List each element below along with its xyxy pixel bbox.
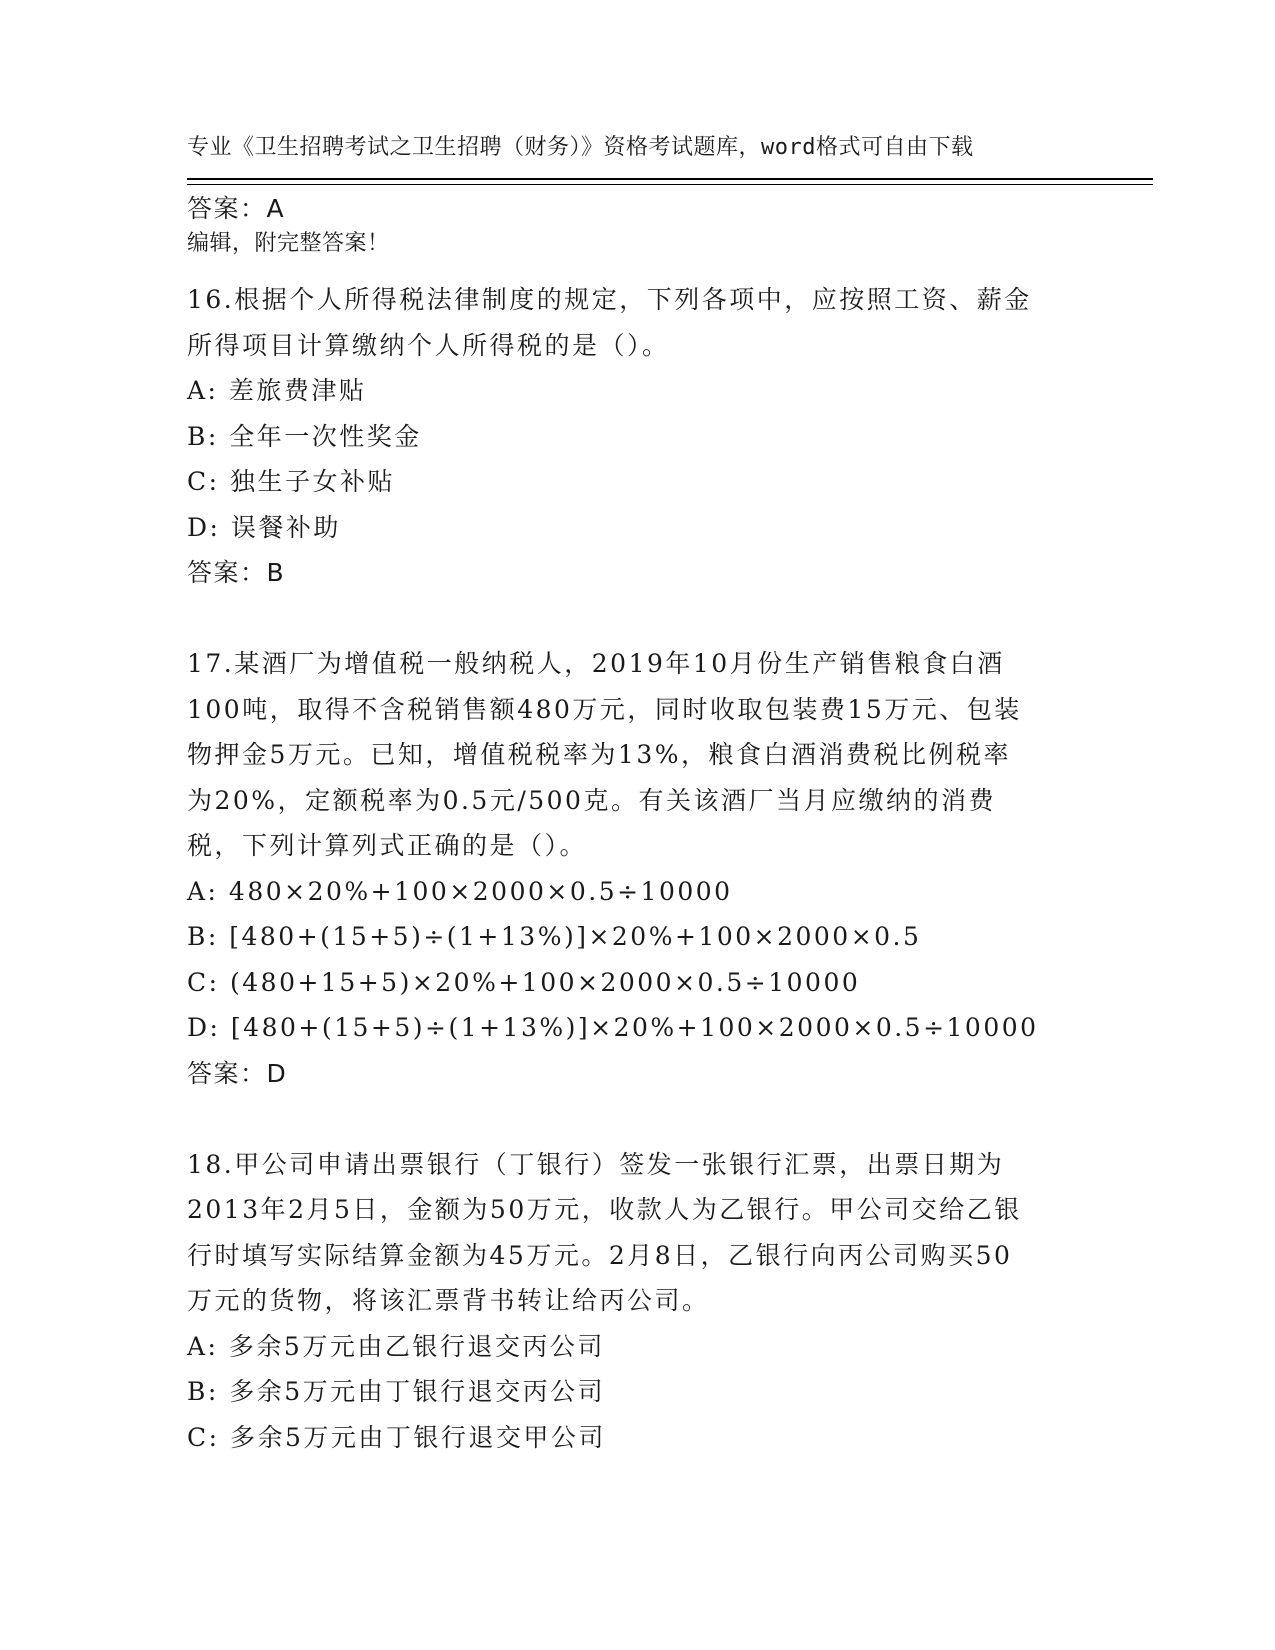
question-stem-line: 物押金5万元。已知，增值税税率为13%，粮食白酒消费税比例税率 bbox=[187, 740, 1011, 769]
option-c: C: (480+15+5)×20%+100×2000×0.5÷10000 bbox=[187, 967, 861, 997]
option-b: B: 多余5万元由丁银行退交丙公司 bbox=[187, 1377, 606, 1406]
header-rule-thick bbox=[187, 178, 1153, 180]
question-16 bbox=[187, 277, 1087, 596]
question-stem-line: 18.甲公司申请出票银行（丁银行）签发一张银行汇票，出票日期为 bbox=[187, 1149, 1005, 1179]
question-stem-line: 税，下列计算列式正确的是（）。 bbox=[187, 831, 588, 860]
previous-answer: 答案：A bbox=[187, 194, 286, 223]
option-b: B: [480+(15+5)÷(1+13%)]×20%+100×2000×0.5 bbox=[187, 922, 922, 951]
question-stem-line: 17.某酒厂为增值税一般纳税人，2019年10月份生产销售粮食白酒 bbox=[187, 649, 1005, 678]
spacer bbox=[187, 1096, 1087, 1142]
question-stem-line: 为20%，定额税率为0.5元/500克。有关该酒厂当月应缴纳的消费 bbox=[187, 785, 996, 815]
question-stem-line: 万元的货物，将该汇票背书转让给丙公司。 bbox=[187, 1286, 710, 1315]
option-c: C: 多余5万元由丁银行退交甲公司 bbox=[187, 1422, 606, 1452]
header-rule-thin bbox=[187, 184, 1153, 185]
header-line-1: 专业《卫生招聘考试之卫生招聘（财务）》资格考试题库，word格式可自由下载 bbox=[187, 135, 974, 160]
option-d: D: 误餐补助 bbox=[187, 512, 341, 542]
answer-line: 答案：B bbox=[187, 558, 286, 587]
spacer bbox=[187, 232, 1087, 278]
option-a: A: 差旅费津贴 bbox=[187, 376, 367, 405]
option-d: D: [480+(15+5)÷(1+13%)]×20%+100×2000×0.5÷10000 bbox=[187, 1013, 1039, 1042]
option-c: C: 独生子女补贴 bbox=[187, 467, 395, 496]
question-stem-line: 16.根据个人所得税法律制度的规定，下列各项中，应按照工资、薪金 bbox=[187, 285, 1032, 314]
question-content bbox=[187, 186, 1087, 1460]
question-17 bbox=[187, 641, 1087, 1096]
question-stem-line: 2013年2月5日，金额为50万元，收款人为乙银行。甲公司交给乙银 bbox=[187, 1195, 1022, 1224]
spacer bbox=[187, 596, 1087, 642]
question-18 bbox=[187, 1142, 1087, 1461]
question-stem-line: 100吨，取得不含税销售额480万元，同时收取包装费15万元、包装 bbox=[187, 694, 1022, 724]
header-line-2: 编辑，附完整答案！ bbox=[187, 231, 390, 256]
option-b: B: 全年一次性奖金 bbox=[187, 421, 422, 451]
option-a: A: 480×20%+100×2000×0.5÷10000 bbox=[187, 876, 733, 906]
question-stem-line: 所得项目计算缴纳个人所得税的是（）。 bbox=[187, 330, 670, 360]
answer-line: 答案：D bbox=[187, 1058, 288, 1088]
option-a: A: 多余5万元由乙银行退交丙公司 bbox=[187, 1331, 605, 1361]
question-stem-line: 行时填写实际结算金额为45万元。2月8日，乙银行向丙公司购买50 bbox=[187, 1240, 1013, 1270]
